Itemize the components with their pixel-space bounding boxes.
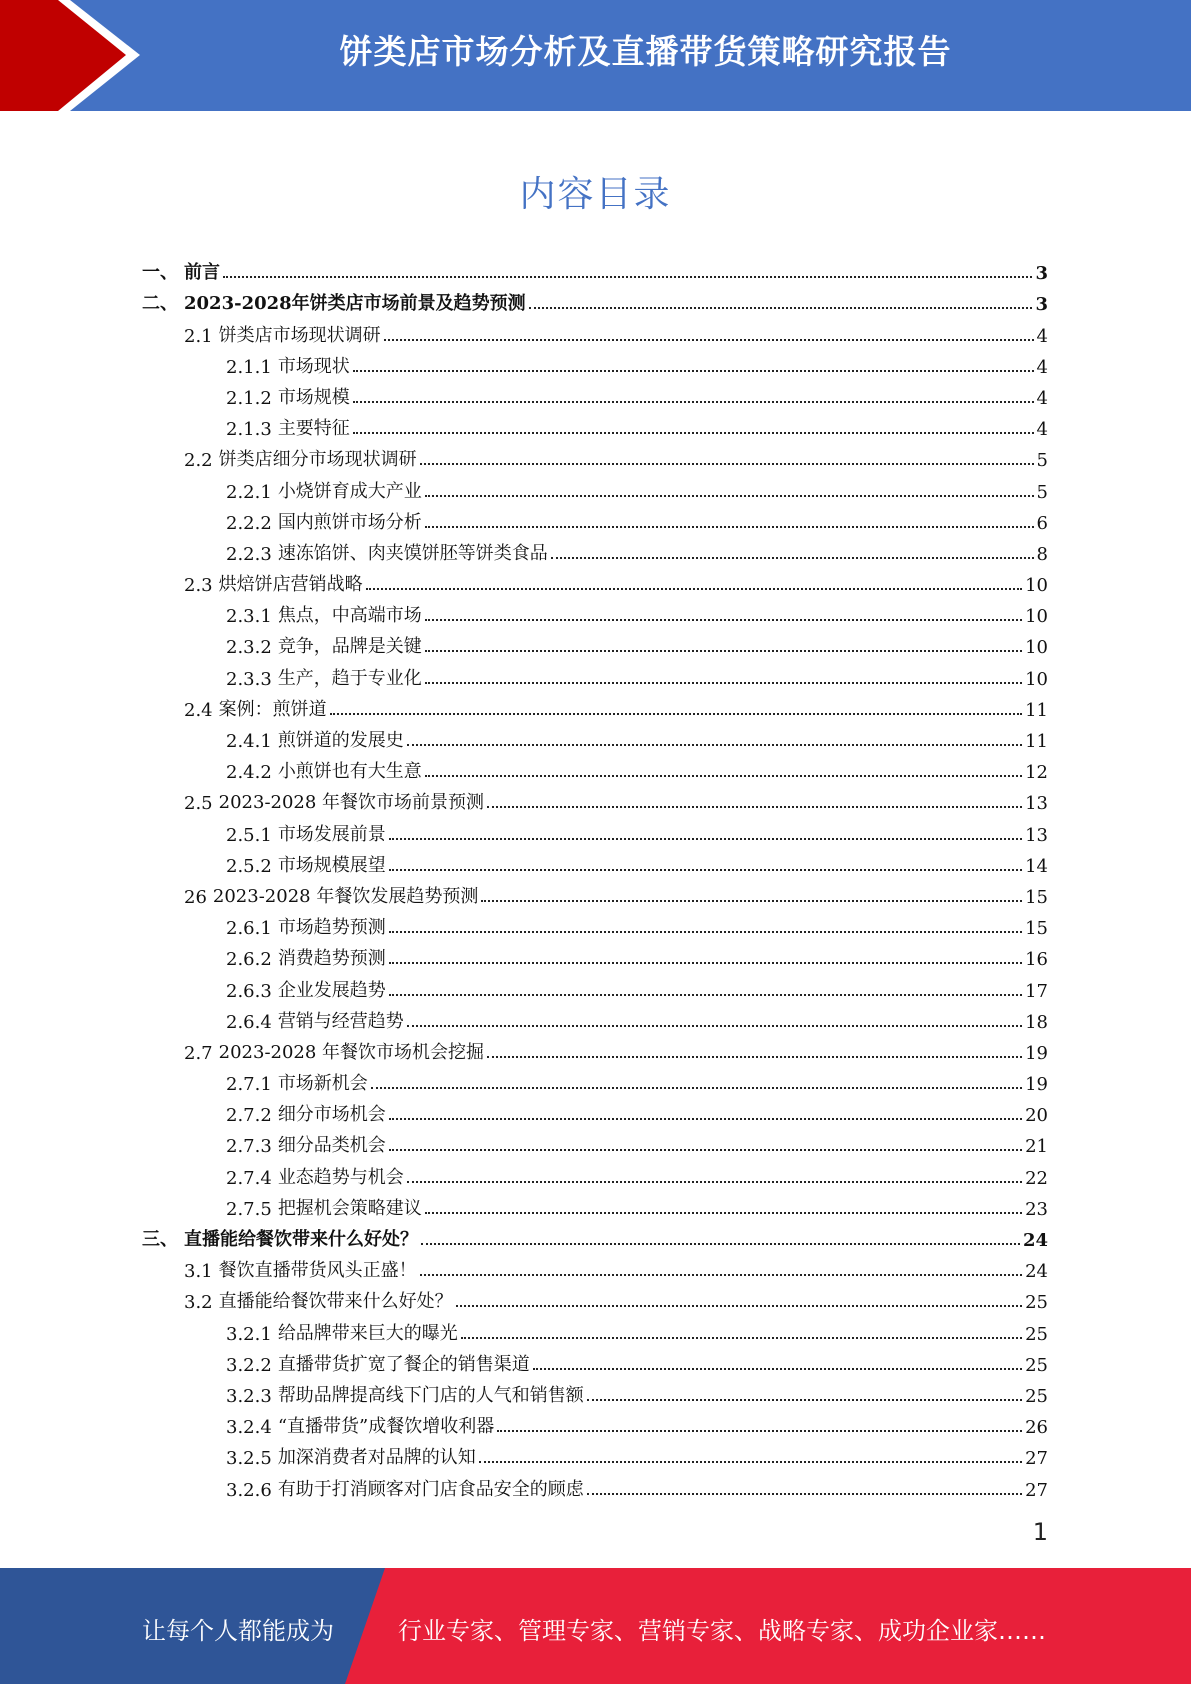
toc-dot-leader bbox=[353, 401, 1034, 403]
toc-entry[interactable] bbox=[142, 1345, 1048, 1376]
toc-entry-page: 10 bbox=[1025, 575, 1048, 597]
toc-dot-leader bbox=[371, 1087, 1022, 1089]
toc-entry-page: 25 bbox=[1025, 1354, 1048, 1376]
toc-dot-leader bbox=[481, 900, 1022, 902]
report-title: 饼类店市场分析及直播带货策略研究报告 bbox=[339, 32, 952, 71]
toc-dot-leader bbox=[407, 1181, 1022, 1183]
toc-entry[interactable] bbox=[142, 1064, 1048, 1095]
toc-dot-leader bbox=[461, 1337, 1022, 1339]
toc-entry-number: 3.2.5 bbox=[226, 1448, 272, 1470]
toc-entry-title: 业态趋势与机会 bbox=[277, 1166, 404, 1188]
toc-entry-number: 2.4.1 bbox=[226, 731, 272, 752]
toc-entry-title: 细分品类机会 bbox=[277, 1135, 386, 1157]
toc-dot-leader bbox=[223, 276, 1032, 278]
toc-dot-leader bbox=[389, 994, 1022, 996]
toc-entry-page: 6 bbox=[1036, 512, 1048, 534]
toc-entry-page: 4 bbox=[1036, 356, 1048, 378]
toc-entry-page: 21 bbox=[1025, 1136, 1048, 1158]
toc-entry-title: 市场规模 bbox=[277, 386, 350, 408]
toc-dot-leader bbox=[425, 1212, 1022, 1214]
toc-entry-number: 三、 bbox=[142, 1229, 178, 1250]
toc-entry-title: 把握机会策略建议 bbox=[277, 1197, 422, 1219]
toc-entry-title: 小烧饼育成大产业 bbox=[277, 480, 422, 502]
toc-entry-number: 2.1 bbox=[184, 325, 213, 347]
toc-entry[interactable] bbox=[142, 503, 1048, 534]
toc-dot-leader bbox=[366, 588, 1022, 590]
toc-entry[interactable] bbox=[142, 783, 1048, 814]
toc-entry-title: 营销与经营趋势 bbox=[277, 1010, 404, 1032]
toc-entry-title: 国内煎饼市场分析 bbox=[277, 511, 422, 533]
toc-entry-number: 2.6.1 bbox=[226, 918, 272, 940]
toc-entry-title: 细分市场机会 bbox=[277, 1104, 386, 1126]
toc-entry[interactable] bbox=[142, 315, 1048, 346]
toc-dot-leader bbox=[497, 1430, 1022, 1432]
page-number: 1 bbox=[1032, 1518, 1048, 1546]
toc-entry-number: 3.2.2 bbox=[226, 1354, 272, 1376]
toc-entry-title: 饼类店细分市场现状调研 bbox=[218, 449, 417, 471]
toc-entry-number: 3.2.3 bbox=[226, 1385, 272, 1407]
toc-entry-page: 25 bbox=[1025, 1323, 1048, 1345]
toc-entry-number: 二、 bbox=[142, 293, 178, 315]
toc-entry[interactable] bbox=[142, 877, 1048, 908]
toc-dot-leader bbox=[353, 370, 1034, 372]
toc-entry-title: 加深消费者对品牌的认知 bbox=[277, 1447, 476, 1469]
toc-dot-leader bbox=[425, 682, 1022, 684]
toc-entry-page: 19 bbox=[1025, 1074, 1048, 1096]
toc-dot-leader bbox=[389, 962, 1022, 964]
toc-entry-title: 案例：煎饼道 bbox=[218, 698, 327, 720]
toc-entry-page: 22 bbox=[1025, 1167, 1048, 1189]
toc-entry-number: 2.1.2 bbox=[226, 387, 272, 409]
toc-entry-title: 市场发展前景 bbox=[277, 823, 386, 845]
toc-entry[interactable] bbox=[142, 690, 1048, 721]
toc-entry-number: 2.3.1 bbox=[226, 606, 272, 628]
toc-entry-title: 市场趋势预测 bbox=[277, 917, 386, 939]
toc-dot-leader bbox=[487, 806, 1022, 808]
toc-entry-page: 4 bbox=[1036, 325, 1048, 347]
toc-entry-page: 12 bbox=[1025, 762, 1048, 784]
toc-entry-number: 2.3.3 bbox=[226, 668, 272, 690]
toc-entry-number: 2.3.2 bbox=[226, 637, 272, 659]
toc-dot-leader bbox=[420, 1274, 1022, 1276]
toc-entry-page: 24 bbox=[1022, 1230, 1048, 1251]
toc-entry[interactable] bbox=[142, 534, 1048, 565]
toc-entry-page: 18 bbox=[1025, 1011, 1048, 1033]
toc-entry[interactable] bbox=[142, 846, 1048, 877]
toc-entry-page: 15 bbox=[1025, 886, 1048, 908]
toc-entry-number: 2.1.1 bbox=[226, 356, 272, 378]
toc-dot-leader bbox=[384, 339, 1034, 341]
toc-entry-title: 直播带货扩宽了餐企的销售渠道 bbox=[277, 1353, 530, 1375]
toc-entry-page: 27 bbox=[1025, 1448, 1048, 1470]
toc-dot-leader bbox=[330, 713, 1022, 715]
toc-entry[interactable] bbox=[142, 752, 1048, 783]
toc-dot-leader bbox=[425, 650, 1022, 652]
toc-entry[interactable] bbox=[142, 565, 1048, 596]
toc-entry[interactable] bbox=[142, 378, 1048, 409]
toc-entry-number: 2.7 bbox=[184, 1042, 213, 1064]
toc-dot-leader bbox=[479, 1461, 1022, 1463]
toc-entry-number: 2.6.3 bbox=[226, 980, 272, 1002]
toc-dot-leader bbox=[587, 1493, 1022, 1495]
toc-dot-leader bbox=[587, 1399, 1022, 1401]
toc-dot-leader bbox=[407, 744, 1022, 746]
toc-entry-page: 14 bbox=[1025, 855, 1048, 877]
toc-entry-number: 3.1 bbox=[184, 1261, 213, 1283]
toc-entry-title: 2023-2028 年餐饮市场前景预测 bbox=[218, 792, 485, 814]
footer-slogan-right: 行业专家、管理专家、营销专家、战略专家、成功企业家…… bbox=[398, 1617, 1046, 1645]
toc-dot-leader bbox=[407, 1025, 1022, 1027]
toc-entry[interactable] bbox=[142, 284, 1048, 315]
toc-entry-title: 给品牌带来巨大的曝光 bbox=[277, 1322, 458, 1344]
toc-entry-title: 烘焙饼店营销战略 bbox=[218, 574, 363, 596]
toc-entry-number: 2.7.2 bbox=[226, 1105, 272, 1127]
toc-entry-number: 一、 bbox=[142, 262, 178, 284]
toc-entry[interactable] bbox=[142, 1189, 1048, 1220]
toc-entry[interactable] bbox=[142, 658, 1048, 689]
toc-entry-page: 11 bbox=[1025, 731, 1048, 752]
toc-entry-number: 2.7.4 bbox=[226, 1167, 272, 1189]
toc-entry-title: 小煎饼也有大生意 bbox=[277, 761, 422, 783]
toc-entry-number: 2.2.3 bbox=[226, 543, 272, 565]
toc-entry-number: 2.6.2 bbox=[226, 949, 272, 971]
toc-entry-page: 3 bbox=[1035, 263, 1048, 285]
toc-entry-title: 前言 bbox=[184, 262, 220, 284]
toc-entry-page: 20 bbox=[1025, 1105, 1048, 1127]
toc-entry-page: 13 bbox=[1025, 824, 1048, 846]
toc-entry-number: 26 bbox=[184, 886, 207, 908]
toc-entry-title: 有助于打消顾客对门店食品安全的顾虑 bbox=[277, 1478, 584, 1500]
toc-dot-leader bbox=[425, 526, 1034, 528]
toc-entry[interactable] bbox=[142, 253, 1048, 284]
toc-entry-page: 17 bbox=[1025, 980, 1048, 1002]
toc-entry[interactable] bbox=[142, 1126, 1048, 1157]
toc-entry-page: 8 bbox=[1036, 543, 1048, 565]
toc-entry-number: 3.2.1 bbox=[226, 1323, 272, 1345]
toc-entry[interactable] bbox=[142, 1220, 1048, 1251]
toc-entry[interactable] bbox=[142, 1376, 1048, 1407]
toc-entry-title: 餐饮直播带货风头正盛！ bbox=[218, 1260, 417, 1282]
toc-entry-page: 27 bbox=[1025, 1479, 1048, 1501]
toc-dot-leader bbox=[389, 1118, 1022, 1120]
toc-entry[interactable] bbox=[142, 471, 1048, 502]
toc-entry-title: 2023-2028 年餐饮发展趋势预测 bbox=[212, 885, 479, 907]
toc-entry[interactable] bbox=[142, 1313, 1048, 1344]
toc-entry[interactable] bbox=[142, 814, 1048, 845]
toc-dot-leader bbox=[421, 1243, 1020, 1245]
toc-entry[interactable] bbox=[142, 1407, 1048, 1438]
toc-entry-title: 竞争，品牌是关键 bbox=[277, 636, 422, 658]
toc-dot-leader bbox=[389, 931, 1022, 933]
toc-entry[interactable] bbox=[142, 1095, 1048, 1126]
toc-entry-title: 2023-2028 年餐饮市场机会挖掘 bbox=[218, 1041, 485, 1063]
toc-entry-page: 4 bbox=[1036, 387, 1048, 409]
toc-entry-title: 企业发展趋势 bbox=[277, 979, 386, 1001]
toc-dot-leader bbox=[389, 1149, 1022, 1151]
toc-entry-number: 2.7.3 bbox=[226, 1136, 272, 1158]
toc-entry-page: 11 bbox=[1025, 699, 1048, 721]
toc-dot-leader bbox=[389, 838, 1022, 840]
chevron-arrow-icon bbox=[0, 0, 160, 111]
toc-entry-number: 2.4 bbox=[184, 699, 213, 721]
toc-entry-page: 19 bbox=[1025, 1042, 1048, 1064]
toc-entry-number: 2.2 bbox=[184, 450, 213, 472]
toc-dot-leader bbox=[420, 463, 1034, 465]
toc-entry-title: 速冻馅饼、肉夹馍饼胚等饼类食品 bbox=[277, 542, 548, 564]
toc-dot-leader bbox=[533, 1368, 1022, 1370]
toc-entry-page: 24 bbox=[1025, 1261, 1048, 1283]
toc-dot-leader bbox=[389, 869, 1022, 871]
toc-entry[interactable] bbox=[142, 596, 1048, 627]
toc-entry-number: 2.2.1 bbox=[226, 481, 272, 503]
toc-entry-page: 10 bbox=[1025, 668, 1048, 690]
toc-entry-number: 2.1.3 bbox=[226, 419, 272, 441]
toc-entry-title: 市场规模展望 bbox=[277, 854, 386, 876]
toc-entry[interactable] bbox=[142, 1033, 1048, 1064]
toc-entry-number: 2.5 bbox=[184, 793, 213, 815]
toc-entry[interactable] bbox=[142, 627, 1048, 658]
toc-entry-title: 消费趋势预测 bbox=[277, 948, 386, 970]
toc-entry[interactable] bbox=[142, 939, 1048, 970]
toc-entry-title: 主要特征 bbox=[277, 418, 350, 440]
toc-entry-page: 16 bbox=[1025, 949, 1048, 971]
toc-entry[interactable] bbox=[142, 1438, 1048, 1469]
page-footer bbox=[0, 1568, 1191, 1684]
toc-dot-leader bbox=[353, 432, 1034, 434]
toc-entry-page: 15 bbox=[1025, 918, 1048, 940]
toc-entry-number: 2.6.4 bbox=[226, 1011, 272, 1033]
toc-entry-title: 帮助品牌提高线下门店的人气和销售额 bbox=[277, 1384, 584, 1406]
toc-entry-page: 10 bbox=[1025, 637, 1048, 659]
toc-entry-number: 2.5.2 bbox=[226, 855, 272, 877]
toc-entry-title: 直播能给餐饮带来什么好处？ bbox=[218, 1291, 453, 1313]
table-of-contents bbox=[142, 253, 1048, 1501]
toc-entry-page: 13 bbox=[1025, 793, 1048, 815]
toc-entry-page: 25 bbox=[1025, 1385, 1048, 1407]
toc-entry[interactable] bbox=[142, 1002, 1048, 1033]
footer-slogan-left: 让每个人都能成为 bbox=[142, 1617, 334, 1645]
toc-entry-page: 25 bbox=[1025, 1292, 1048, 1314]
toc-entry-page: 5 bbox=[1036, 450, 1048, 472]
toc-entry[interactable] bbox=[142, 1251, 1048, 1282]
toc-entry-title: 煎饼道的发展史 bbox=[277, 730, 404, 751]
toc-entry[interactable] bbox=[142, 970, 1048, 1001]
toc-entry-page: 23 bbox=[1025, 1198, 1048, 1220]
toc-entry[interactable] bbox=[142, 908, 1048, 939]
toc-dot-leader bbox=[425, 619, 1022, 621]
toc-dot-leader bbox=[425, 495, 1034, 497]
toc-entry-title: 生产，趋于专业化 bbox=[277, 667, 422, 689]
toc-entry-number: 3.2 bbox=[184, 1292, 213, 1314]
toc-entry[interactable] bbox=[142, 440, 1048, 471]
toc-entry[interactable] bbox=[142, 1282, 1048, 1313]
toc-entry[interactable] bbox=[142, 347, 1048, 378]
toc-entry[interactable] bbox=[142, 1157, 1048, 1188]
toc-dot-leader bbox=[529, 307, 1033, 309]
toc-entry-number: 2.7.5 bbox=[226, 1198, 272, 1220]
toc-entry[interactable] bbox=[142, 721, 1048, 752]
toc-entry-title: 焦点，中高端市场 bbox=[277, 605, 422, 627]
toc-entry-title: 市场新机会 bbox=[277, 1073, 368, 1095]
toc-entry[interactable] bbox=[142, 1469, 1048, 1500]
toc-entry-number: 2.2.2 bbox=[226, 512, 272, 534]
toc-dot-leader bbox=[487, 1056, 1022, 1058]
toc-entry-number: 2.4.2 bbox=[226, 762, 272, 784]
toc-entry-page: 26 bbox=[1025, 1417, 1048, 1439]
toc-entry-number: 2.5.1 bbox=[226, 824, 272, 846]
page-header bbox=[0, 0, 1191, 111]
toc-entry-number: 2.7.1 bbox=[226, 1074, 272, 1096]
toc-dot-leader bbox=[425, 775, 1022, 777]
toc-entry[interactable] bbox=[142, 409, 1048, 440]
toc-title: 内容目录 bbox=[519, 174, 672, 215]
toc-dot-leader bbox=[551, 557, 1034, 559]
toc-entry-title: 2023-2028年饼类店市场前景及趋势预测 bbox=[184, 293, 526, 315]
toc-entry-page: 3 bbox=[1035, 294, 1048, 316]
toc-entry-number: 2.3 bbox=[184, 575, 213, 597]
toc-entry-title: 直播能给餐饮带来什么好处？ bbox=[184, 1229, 418, 1250]
toc-entry-number: 3.2.6 bbox=[226, 1479, 272, 1501]
toc-entry-page: 4 bbox=[1036, 419, 1048, 441]
toc-entry-title: 市场现状 bbox=[277, 355, 350, 377]
toc-dot-leader bbox=[456, 1305, 1022, 1307]
toc-entry-page: 5 bbox=[1036, 481, 1048, 503]
toc-entry-page: 10 bbox=[1025, 606, 1048, 628]
toc-entry-title: 饼类店市场现状调研 bbox=[218, 324, 381, 346]
toc-entry-number: 3.2.4 bbox=[226, 1417, 272, 1439]
toc-entry-title: “直播带货”成餐饮增收利器 bbox=[277, 1416, 495, 1438]
